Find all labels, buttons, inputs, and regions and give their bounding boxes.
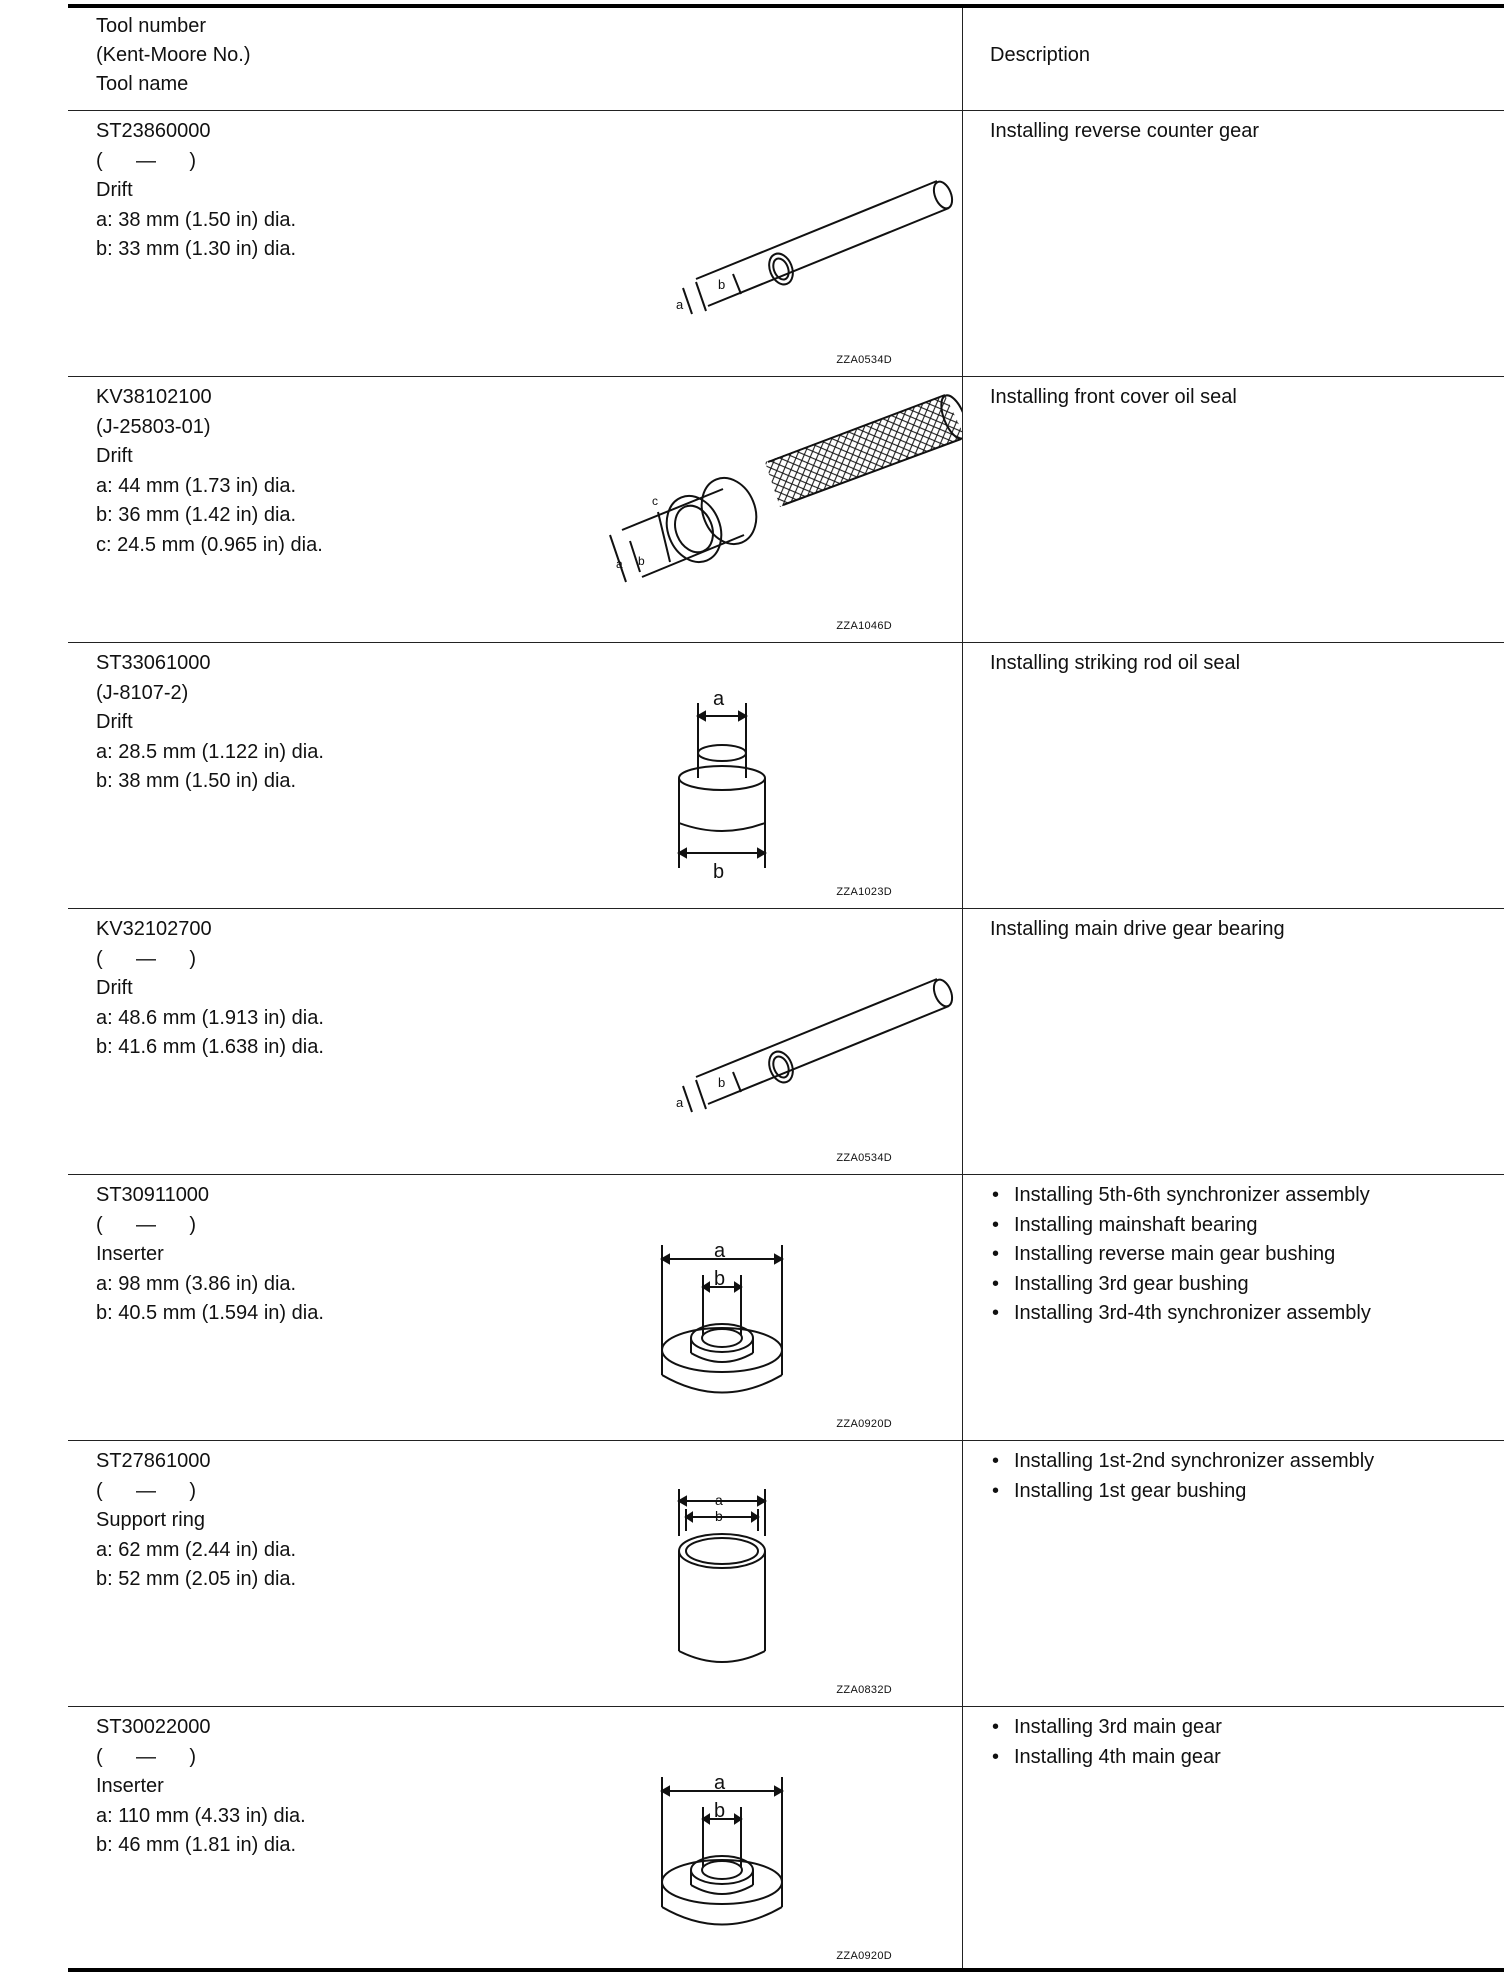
tool-description bbox=[990, 1713, 1222, 1772]
description-column-header: Description bbox=[990, 44, 1091, 66]
tool-illustration bbox=[548, 377, 962, 643]
dim-label-a: a bbox=[715, 1492, 723, 1508]
dimension-a: a: 98 mm (3.86 in) dia. bbox=[96, 1272, 297, 1295]
dimension-c: c: 24.5 mm (0.965 in) dia. bbox=[96, 533, 323, 556]
table-bottom-rule bbox=[68, 1968, 1504, 1972]
table-row bbox=[68, 377, 1504, 643]
list-item: • Installing 5th-6th synchronizer assembly bbox=[990, 1181, 1371, 1211]
list-item: • Installing 3rd main gear bbox=[990, 1713, 1222, 1743]
kent-moore-number: ( — ) bbox=[96, 149, 196, 172]
dim-label-b: b bbox=[718, 277, 726, 292]
tool-name-heading: Tool name bbox=[96, 73, 189, 95]
dim-label-b: b bbox=[713, 861, 725, 883]
table-row bbox=[68, 1707, 1504, 1967]
tool-description bbox=[990, 1447, 1374, 1506]
tool-number: KV32102700 bbox=[96, 918, 212, 940]
dim-label-b: b bbox=[715, 1508, 723, 1524]
dimension-a: a: 28.5 mm (1.122 in) dia. bbox=[96, 740, 324, 763]
table-row bbox=[68, 643, 1504, 909]
tool-name: Inserter bbox=[96, 1775, 164, 1797]
dim-label-b: b bbox=[638, 554, 645, 568]
kent-moore-number: ( — ) bbox=[96, 1479, 196, 1502]
dimension-b: b: 33 mm (1.30 in) dia. bbox=[96, 238, 297, 260]
dimension-b: b: 40.5 mm (1.594 in) dia. bbox=[96, 1302, 324, 1324]
description-text: Installing reverse counter gear bbox=[990, 120, 1260, 142]
tool-number: ST30911000 bbox=[96, 1184, 210, 1206]
table-row bbox=[68, 1441, 1504, 1707]
kent-moore-number: ( — ) bbox=[96, 1213, 196, 1236]
description-text: Installing main drive gear bearing bbox=[990, 918, 1285, 940]
description-text: Installing striking rod oil seal bbox=[990, 652, 1241, 674]
tool-description bbox=[990, 915, 1285, 945]
tool-description bbox=[990, 117, 1259, 147]
dim-label-a: a bbox=[676, 297, 684, 312]
description-text: Installing front cover oil seal bbox=[990, 386, 1237, 408]
tool-info bbox=[96, 117, 296, 265]
kent-moore-heading: (Kent-Moore No.) bbox=[96, 44, 251, 66]
figure-code: ZZA0832D bbox=[836, 1684, 892, 1696]
figure-code: ZZA1023D bbox=[836, 886, 892, 898]
tool-number: ST27861000 bbox=[96, 1450, 211, 1472]
kent-moore-number: ( — ) bbox=[96, 947, 196, 970]
tool-info bbox=[96, 915, 324, 1063]
list-item: • Installing 1st-2nd synchronizer assembly bbox=[990, 1447, 1374, 1477]
tool-name: Inserter bbox=[96, 1243, 164, 1265]
dim-label-b: b bbox=[718, 1075, 726, 1090]
tool-illustration bbox=[548, 909, 962, 1175]
dimension-a: a: 110 mm (4.33 in) dia. bbox=[96, 1804, 306, 1827]
tool-name: Support ring bbox=[96, 1509, 205, 1531]
list-item: • Installing 3rd-4th synchronizer assembly bbox=[990, 1299, 1371, 1329]
figure-code: ZZA0920D bbox=[836, 1418, 892, 1430]
list-item: • Installing mainshaft bearing bbox=[990, 1211, 1371, 1241]
tool-number: ST33061000 bbox=[96, 652, 211, 674]
tool-illustration bbox=[548, 643, 962, 909]
dim-label-a: a bbox=[714, 1772, 726, 1794]
dimension-a: a: 62 mm (2.44 in) dia. bbox=[96, 1538, 297, 1561]
table-row bbox=[68, 1175, 1504, 1441]
tool-info bbox=[96, 649, 324, 797]
dim-label-a: a bbox=[714, 1240, 726, 1262]
dimension-b: b: 38 mm (1.50 in) dia. bbox=[96, 770, 297, 792]
list-item: • Installing 1st gear bushing bbox=[990, 1477, 1374, 1507]
table-row bbox=[68, 909, 1504, 1175]
dim-label-c: c bbox=[652, 494, 658, 508]
table-row bbox=[68, 111, 1504, 377]
tool-info bbox=[96, 1181, 324, 1329]
list-item: • Installing 4th main gear bbox=[990, 1743, 1222, 1773]
figure-code: ZZA1046D bbox=[836, 620, 892, 632]
list-item: • Installing reverse main gear bushing bbox=[990, 1240, 1371, 1270]
dim-label-a: a bbox=[713, 688, 725, 710]
description-list bbox=[990, 1181, 1371, 1329]
tool-name: Drift bbox=[96, 179, 133, 201]
dimension-b: b: 46 mm (1.81 in) dia. bbox=[96, 1834, 297, 1856]
tool-name: Drift bbox=[96, 977, 133, 999]
tool-number-heading: Tool number bbox=[96, 15, 207, 37]
tool-info bbox=[96, 1713, 306, 1861]
figure-code: ZZA0534D bbox=[836, 354, 892, 366]
dimension-a: a: 38 mm (1.50 in) dia. bbox=[96, 208, 297, 231]
figure-code: ZZA0534D bbox=[836, 1152, 892, 1164]
dim-label-a: a bbox=[616, 557, 623, 571]
description-list bbox=[990, 1447, 1374, 1506]
tool-description bbox=[990, 383, 1237, 413]
tool-illustration bbox=[548, 1441, 962, 1707]
dim-label-a: a bbox=[676, 1095, 684, 1110]
dimension-b: b: 41.6 mm (1.638 in) dia. bbox=[96, 1036, 324, 1058]
list-item: • Installing 3rd gear bushing bbox=[990, 1270, 1371, 1300]
tool-illustration bbox=[548, 1707, 962, 1967]
tool-number: ST23860000 bbox=[96, 120, 211, 142]
tool-name: Drift bbox=[96, 711, 133, 733]
dimension-b: b: 52 mm (2.05 in) dia. bbox=[96, 1568, 297, 1590]
tool-column-header bbox=[96, 12, 251, 99]
dim-label-b: b bbox=[714, 1268, 726, 1290]
tool-info bbox=[96, 383, 323, 560]
dim-label-b: b bbox=[714, 1800, 726, 1822]
tool-illustration bbox=[548, 111, 962, 377]
tool-illustration bbox=[548, 1175, 962, 1441]
kent-moore-number: ( — ) bbox=[96, 1745, 196, 1768]
dimension-b: b: 36 mm (1.42 in) dia. bbox=[96, 504, 297, 526]
tool-description bbox=[990, 649, 1240, 679]
kent-moore-number: (J-8107-2) bbox=[96, 681, 189, 704]
tool-number: ST30022000 bbox=[96, 1716, 211, 1738]
dimension-a: a: 48.6 mm (1.913 in) dia. bbox=[96, 1006, 324, 1029]
tool-name: Drift bbox=[96, 445, 133, 467]
table-header bbox=[68, 8, 1504, 111]
kent-moore-number: (J-25803-01) bbox=[96, 415, 211, 438]
description-list bbox=[990, 1713, 1222, 1772]
tool-info bbox=[96, 1447, 296, 1595]
dimension-a: a: 44 mm (1.73 in) dia. bbox=[96, 474, 297, 497]
tool-description bbox=[990, 1181, 1371, 1329]
tool-number: KV38102100 bbox=[96, 386, 212, 408]
figure-code: ZZA0920D bbox=[836, 1950, 892, 1962]
